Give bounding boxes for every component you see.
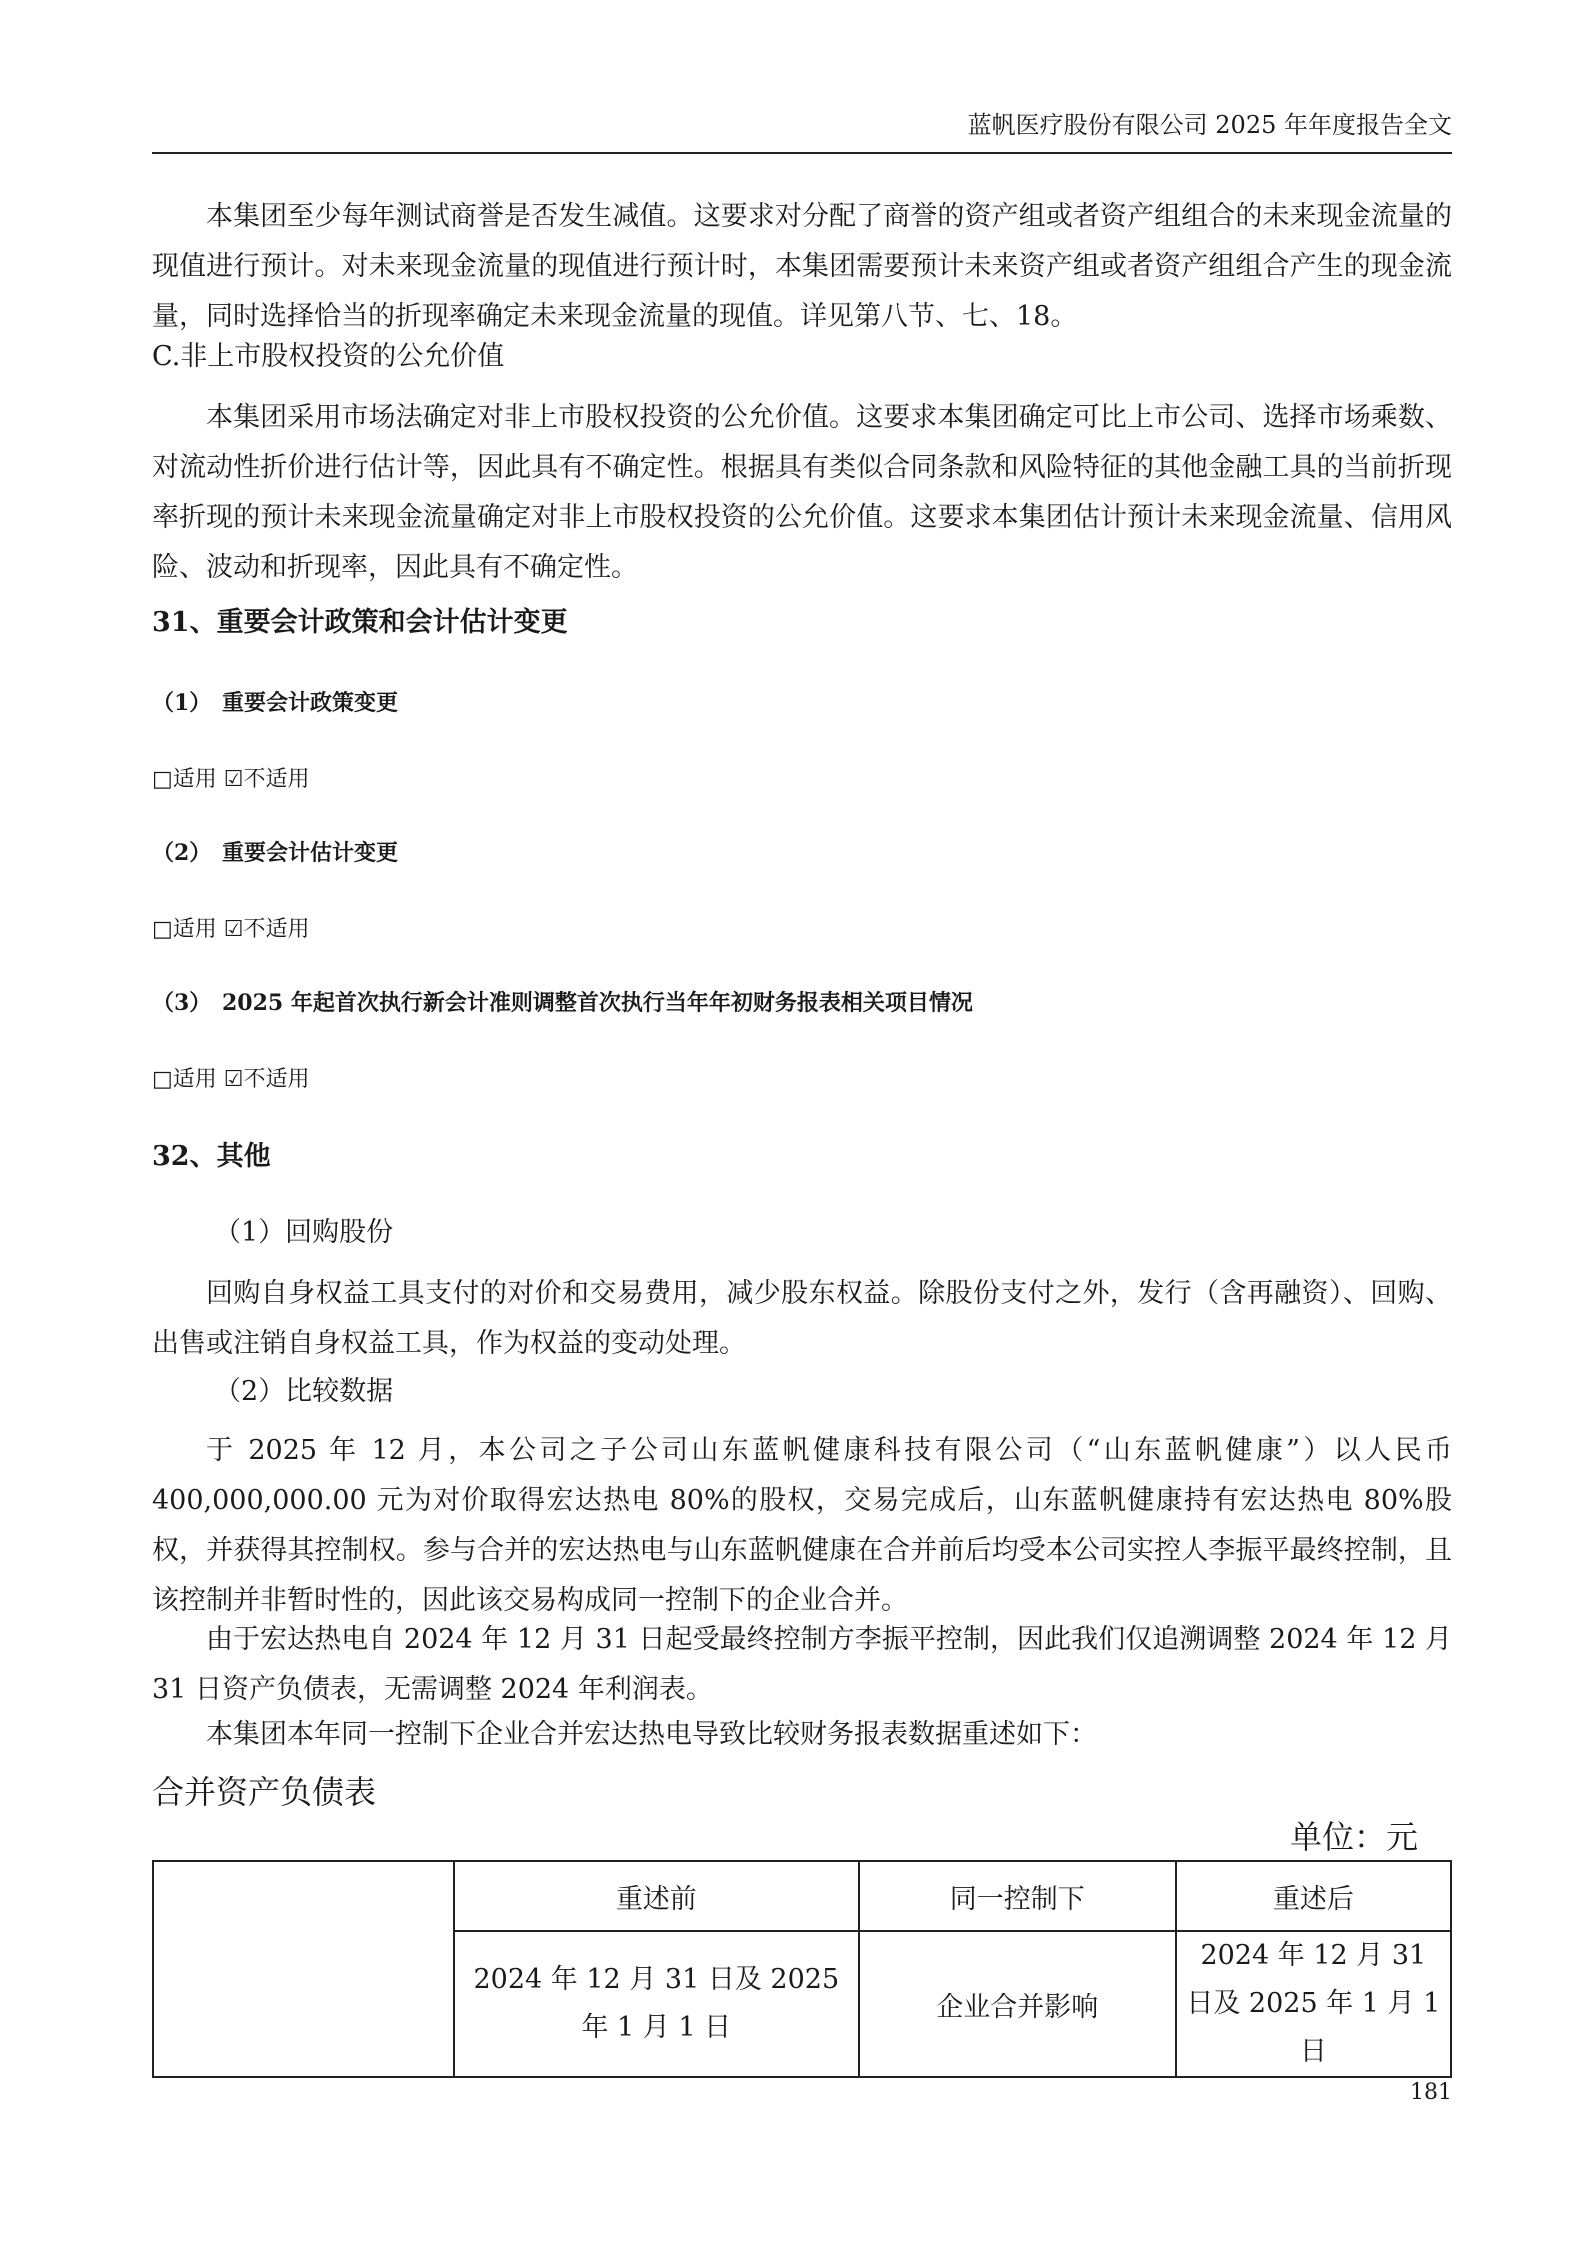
table-unit: 单位：元 [1290,1818,1419,1856]
subsection-3-title: 2025 年起首次执行新会计准则调整首次执行当年年初财务报表相关项目情况 [222,990,973,1016]
paragraph-buyback: 回购自身权益工具支付的对价和交易费用，减少股东权益。除股份支付之外，发行（含再融资）、回购、出售或注销自身权益工具，作为权益的变动处理。 [152,1278,1452,1359]
checkbox-row-3 [152,1060,310,1100]
not-applicable-option: ☑不适用 [223,1067,310,1092]
header-common-control: 同一控制下 [859,1861,1176,1931]
not-applicable-option: ☑不适用 [223,767,310,792]
table-header-row [153,1861,1451,1931]
paragraph-restate: 本集团本年同一控制下企业合并宏达热电导致比较财务报表数据重述如下： [206,1719,1097,1750]
item-compare-heading: （2）比较数据 [214,1376,394,1407]
subheader-before-date: 2024 年 12 月 31 日及 2025 年 1 月 1 日 [454,1931,859,2077]
applicable-option: □适用 [152,917,217,942]
section-31-heading: 31、重要会计政策和会计估计变更 [152,607,568,638]
subsection-2-number: （2） [152,840,212,866]
subsection-1-number: （1） [152,690,212,716]
subheader-merger-effect: 企业合并影响 [859,1931,1176,2077]
section-32-heading: 32、其他 [152,1141,271,1172]
checkbox-row-1 [152,760,310,800]
balance-sheet-table [152,1860,1452,2078]
subsection-1-title: 重要会计政策变更 [222,690,399,716]
subsection-2-title: 重要会计估计变更 [222,840,399,866]
item-buyback-heading: （1）回购股份 [214,1217,394,1248]
subsection-1-heading [152,683,398,723]
subsection-3-number: （3） [152,990,212,1016]
paragraph-fair-value: 本集团采用市场法确定对非上市股权投资的公允价值。这要求本集团确定可比上市公司、选择市场乘数、对流动性折价进行估计等，因此具有不确定性。根据具有类似合同条款和风险特征的其他金融工具的当前折现率折现的预计未来现金流量确定对非上市股权投资的公允价值。这要求本集团估计预计未来现金流量、信用风险、波动和折现率，因此具有不确定性。 [152,402,1452,583]
subsection-2-heading [152,833,398,873]
applicable-option: □适用 [152,1067,217,1092]
subsection-3-heading [152,983,973,1023]
heading-unlisted-equity: C.非上市股权投资的公允价值 [152,341,505,372]
header-rule [152,152,1452,154]
table-corner-cell [153,1861,454,2077]
paragraph-retro: 由于宏达热电自 2024 年 12 月 31 日起受最终控制方李振平控制，因此我们仅追溯调整 2024 年 12 月 31 日资产负债表，无需调整 2024 年利润表。 [152,1624,1452,1705]
paragraph-goodwill: 本集团至少每年测试商誉是否发生减值。这要求对分配了商誉的资产组或者资产组组合的未来现金流量的现值进行预计。对未来现金流量的现值进行预计时，本集团需要预计未来资产组或者资产组组合产生的现金流量，同时选择恰当的折现率确定未来现金流量的现值。详见第八节、七、18。 [152,201,1452,332]
page-number: 181 [1410,2080,1452,2105]
subheader-after-date: 2024 年 12 月 31 日及 2025 年 1 月 1 日 [1176,1931,1451,2077]
checkbox-row-2 [152,910,310,950]
header-after-restatement: 重述后 [1176,1861,1451,1931]
applicable-option: □适用 [152,767,217,792]
not-applicable-option: ☑不适用 [223,917,310,942]
header-before-restatement: 重述前 [454,1861,859,1931]
page-header: 蓝帆医疗股份有限公司 2025 年年度报告全文 [967,111,1452,139]
table-title: 合并资产负债表 [152,1773,377,1811]
paragraph-compare: 于 2025 年 12 月，本公司之子公司山东蓝帆健康科技有限公司（“山东蓝帆健康”）以人民币 400,000,000.00 元为对价取得宏达热电 80%的股权，交易完成后，山东蓝帆健康持有宏达热电 80%股权，并获得其控制权。参与合并的宏达热电与山东蓝帆健康在合并前后均受本公司实控人李振平最终控制，且该控制并非暂时性的，因此该交易构成同一控制下的企业合并。 [152,1435,1452,1616]
